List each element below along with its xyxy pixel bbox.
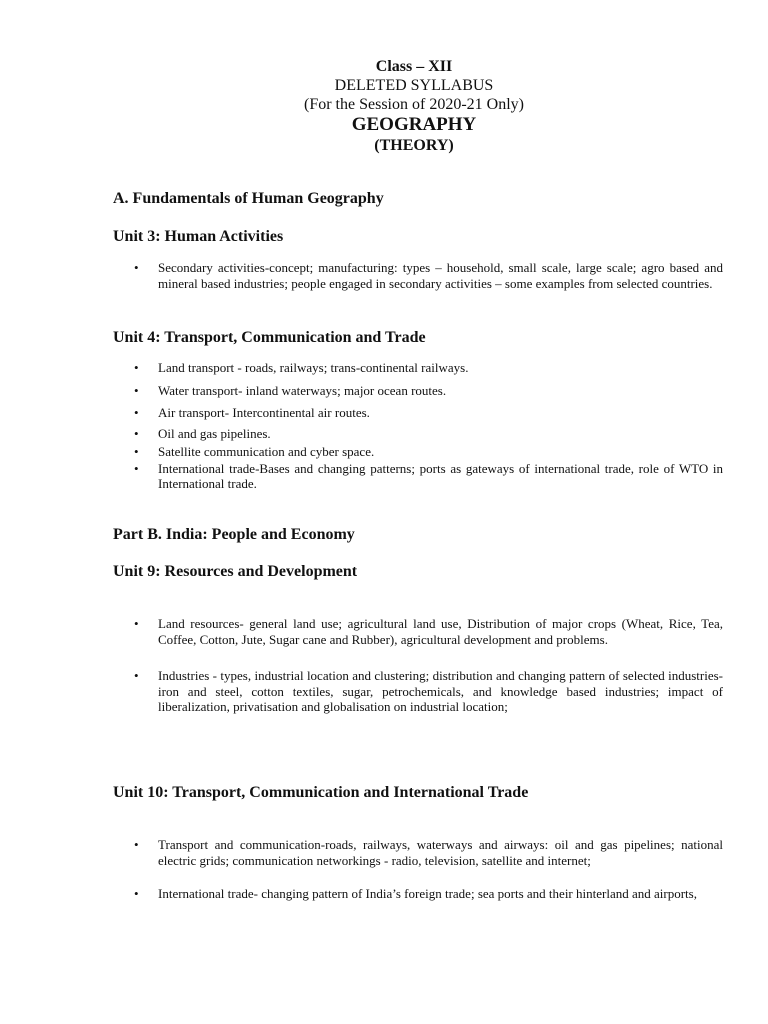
list-item-text: International trade- changing pattern of India’s foreign trade; sea ports and their hinterland and airports, [158,886,697,901]
unit-9-heading: Unit 9: Resources and Development [113,563,358,580]
unit-4-heading: Unit 4: Transport, Communication and Trade [113,329,426,346]
list-item-text: Air transport- Intercontinental air routes. [158,405,370,420]
list-item-text: Land transport - roads, railways; trans-continental railways. [158,360,469,375]
theory-label: (THEORY) [374,137,454,154]
deleted-syllabus-label: DELETED SYLLABUS [334,77,494,94]
list-item [113,360,723,376]
subject-title: GEOGRAPHY [351,114,477,135]
unit-10-list [113,837,723,902]
session-label: (For the Session of 2020-21 Only) [304,96,524,113]
list-item [113,616,723,647]
list-item [113,383,723,399]
list-item-text: Satellite communication and cyber space. [158,444,375,459]
list-item-text: Oil and gas pipelines. [158,425,271,441]
list-item-text: Industries - types, industrial location and clustering; distribution and changing pattern of selected industries-iron and steel, cotton textiles, sugar, petrochemicals, and knowledge based industries; impact of liberalization, privatisation and globalisation on industrial location; [158,668,723,714]
bullet-icon: • [134,616,139,631]
bullet-icon: • [134,360,139,375]
bullet-icon: • [134,460,139,476]
list-item [113,461,723,492]
title-block [0,57,768,155]
part-a-heading: A. Fundamentals of Human Geography [113,190,384,207]
list-item-text: Water transport- inland waterways; major ocean routes. [158,382,447,398]
list-item [113,886,723,902]
unit-3-heading: Unit 3: Human Activities [113,228,284,245]
bullet-icon: • [134,886,139,901]
bullet-icon: • [134,260,139,275]
bullet-icon: • [134,405,139,420]
list-item [113,837,723,868]
list-item-text: Transport and communication-roads, railways, waterways and airways: oil and gas pipelines; national electric grids; communication networkings - radio, television, satellite and internet; [158,837,723,868]
bullet-icon: • [134,382,139,398]
list-item-text: Land resources- general land use; agricultural land use, Distribution of major crops (Wheat, Rice, Tea, Coffee, Cotton, Jute, Sugar cane and Rubber), agricultural development and problems. [158,616,723,647]
part-b-heading: Part B. India: People and Economy [113,526,355,543]
unit-4-list [113,360,723,492]
unit-3-list [113,260,723,291]
list-item-text: Secondary activities-concept; manufacturing: types – household, small scale, large scale; agro based and mineral based industries; people engaged in secondary activities – some examples from selected countries. [158,260,723,291]
bullet-icon: • [134,668,139,683]
list-item [113,444,723,460]
bullet-icon: • [134,837,139,852]
list-item-text: International trade-Bases and changing patterns; ports as gateways of international trade, role of WTO in International trade. [158,460,723,491]
bullet-icon: • [134,444,139,459]
list-item [113,260,723,291]
list-item [113,426,723,442]
class-label: Class – XII [375,58,453,75]
list-item [113,405,723,421]
bullet-icon: • [134,425,139,441]
unit-9-list [113,616,723,715]
list-item [113,668,723,715]
unit-10-heading: Unit 10: Transport, Communication and International Trade [113,784,529,801]
